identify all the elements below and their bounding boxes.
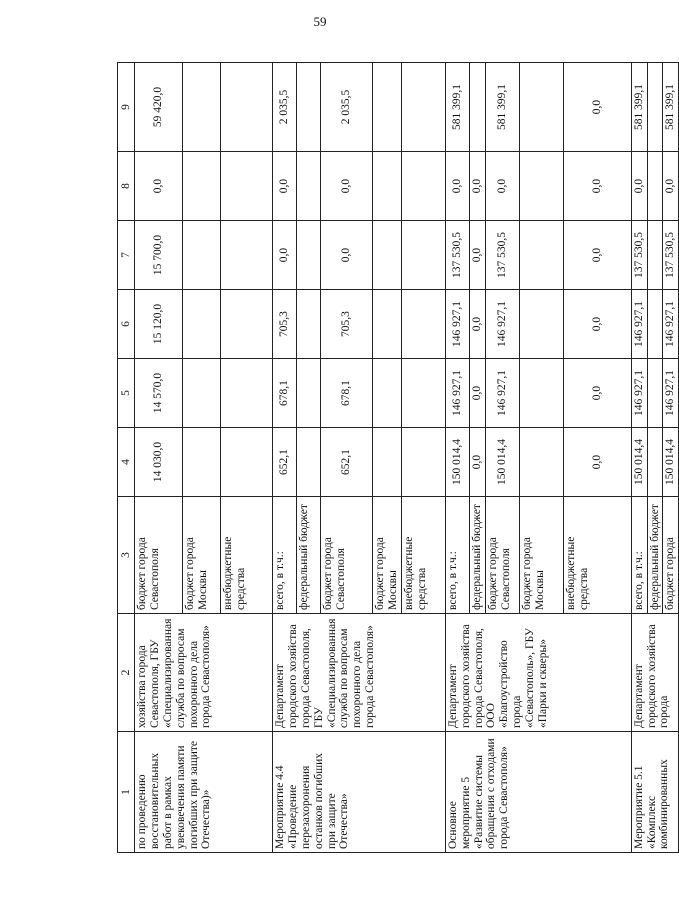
value-cell-v9 [183,63,221,152]
value-cell-v7: 137 530,5 [485,221,519,290]
value-cell-v8 [297,152,321,221]
value-cell-v5 [221,359,273,428]
value-cell-v5: 0,0 [563,359,631,428]
value-cell-v9: 581 399,1 [485,63,519,152]
table-row [135,63,183,853]
value-cell-v9 [519,63,563,152]
value-cell-v5: 678,1 [321,359,373,428]
value-cell-v4: 14 030,0 [135,428,183,497]
value-cell-v4 [297,428,321,497]
value-cell-v6: 0,0 [563,290,631,359]
col-header: 7 [118,221,135,290]
header-row [118,63,135,853]
value-cell-v9 [469,63,485,152]
value-cell-v8: 0,0 [563,152,631,221]
value-cell-v8: 0,0 [135,152,183,221]
value-cell-v5 [373,359,402,428]
activity-name-cell: Мероприятие 5.1 «Комплекс комбинированных [631,732,679,853]
col-header: 3 [118,497,135,614]
funding-source-cell: внебюджетные средства [401,497,445,614]
value-cell-v5: 146 927,1 [445,359,469,428]
value-cell-v8: 0,0 [485,152,519,221]
value-cell-v5 [183,359,221,428]
value-cell-v4: 150 014,4 [663,428,679,497]
value-cell-v6: 146 927,1 [663,290,679,359]
value-cell-v4 [221,428,273,497]
funding-source-cell: федеральный бюджет [469,497,485,614]
value-cell-v9: 2 035,5 [273,63,297,152]
value-cell-v5 [519,359,563,428]
budget-table [117,62,679,853]
value-cell-v9 [401,63,445,152]
executor-cell: хозяйства города Севастополя, ГБУ «Специализированная служба по вопросам похоронного дела города Севастополя» [135,614,273,732]
value-cell-v7: 137 530,5 [445,221,469,290]
value-cell-v7 [647,221,663,290]
value-cell-v5 [297,359,321,428]
value-cell-v4: 0,0 [563,428,631,497]
funding-source-cell: федеральный бюджет [297,497,321,614]
value-cell-v6 [373,290,402,359]
value-cell-v4: 150 014,4 [485,428,519,497]
value-cell-v7 [297,221,321,290]
executor-cell: Департамент городского хозяйства города [631,614,679,732]
value-cell-v6 [183,290,221,359]
table-body [135,63,679,853]
value-cell-v9: 581 399,1 [663,63,679,152]
funding-source-cell: бюджет города Москвы [183,497,221,614]
value-cell-v9 [647,63,663,152]
value-cell-v6: 146 927,1 [445,290,469,359]
value-cell-v6 [297,290,321,359]
value-cell-v7 [183,221,221,290]
value-cell-v8 [373,152,402,221]
value-cell-v8: 0,0 [273,152,297,221]
value-cell-v9 [221,63,273,152]
value-cell-v7 [401,221,445,290]
value-cell-v6: 0,0 [469,290,485,359]
value-cell-v8: 0,0 [631,152,647,221]
value-cell-v7: 0,0 [321,221,373,290]
funding-source-cell: внебюджетные средства [563,497,631,614]
value-cell-v5: 146 927,1 [663,359,679,428]
value-cell-v9: 2 035,5 [321,63,373,152]
value-cell-v4: 652,1 [321,428,373,497]
value-cell-v4: 0,0 [469,428,485,497]
page-number: 59 [313,14,327,29]
value-cell-v5: 146 927,1 [485,359,519,428]
table-row [631,63,647,853]
table-row [273,63,297,853]
value-cell-v6: 15 120,0 [135,290,183,359]
value-cell-v5: 14 570,0 [135,359,183,428]
value-cell-v4: 652,1 [273,428,297,497]
executor-cell: Департамент городского хозяйства города Севастополя, ГБУ «Специализированная служба по вопросам похоронного дела города Севастополя» [273,614,446,732]
value-cell-v4 [401,428,445,497]
value-cell-v7: 15 700,0 [135,221,183,290]
value-cell-v6 [647,290,663,359]
value-cell-v7: 0,0 [563,221,631,290]
funding-source-cell: бюджет города Москвы [519,497,563,614]
rotated-table-container [117,63,677,853]
funding-source-cell: бюджет города Севастополя [485,497,519,614]
value-cell-v4 [519,428,563,497]
value-cell-v4: 150 014,4 [445,428,469,497]
value-cell-v6: 146 927,1 [485,290,519,359]
value-cell-v8 [519,152,563,221]
executor-cell: Департамент городского хозяйства города Севастополя, ООО «Благоустройство города «Севастополь», ГБУ «Парки и скверы» [445,614,631,732]
value-cell-v6 [401,290,445,359]
value-cell-v8 [183,152,221,221]
value-cell-v6 [221,290,273,359]
value-cell-v8 [401,152,445,221]
value-cell-v8: 0,0 [321,152,373,221]
value-cell-v8: 0,0 [445,152,469,221]
funding-source-cell: федеральный бюджет [647,497,663,614]
col-header: 4 [118,428,135,497]
col-header: 8 [118,152,135,221]
funding-source-cell: всего, в т.ч.: [273,497,297,614]
value-cell-v9: 0,0 [563,63,631,152]
value-cell-v8: 0,0 [469,152,485,221]
funding-source-cell: внебюджетные средства [221,497,273,614]
value-cell-v9: 59 420,0 [135,63,183,152]
value-cell-v5: 146 927,1 [631,359,647,428]
value-cell-v9: 581 399,1 [445,63,469,152]
value-cell-v7 [373,221,402,290]
col-header: 9 [118,63,135,152]
table-row [445,63,469,853]
activity-name-cell: по проведению восстановительных работ в рамках увековечения памяти погибших при защите Отечества)» [135,732,273,853]
col-header: 5 [118,359,135,428]
value-cell-v6 [519,290,563,359]
value-cell-v9 [373,63,402,152]
col-header: 6 [118,290,135,359]
value-cell-v5 [401,359,445,428]
funding-source-cell: бюджет города Севастополя [135,497,183,614]
value-cell-v8 [221,152,273,221]
value-cell-v9: 581 399,1 [631,63,647,152]
value-cell-v4 [647,428,663,497]
funding-source-cell: бюджет города Севастополя [321,497,373,614]
value-cell-v5: 0,0 [469,359,485,428]
value-cell-v4 [183,428,221,497]
value-cell-v8: 0,0 [663,152,679,221]
funding-source-cell: всего, в т.ч.: [445,497,469,614]
activity-name-cell: Основное мероприятие 5 «Развитие системы обращения с отходами города Севастополя» [445,732,631,853]
value-cell-v4: 150 014,4 [631,428,647,497]
value-cell-v9 [297,63,321,152]
value-cell-v6: 705,3 [273,290,297,359]
value-cell-v7: 137 530,5 [631,221,647,290]
value-cell-v6: 146 927,1 [631,290,647,359]
value-cell-v4 [373,428,402,497]
value-cell-v6: 705,3 [321,290,373,359]
value-cell-v7 [519,221,563,290]
col-header: 2 [118,614,135,732]
activity-name-cell: Мероприятие 4.4 «Проведение перезахоронения останков погибших при защите Отечества» [273,732,446,853]
value-cell-v8 [647,152,663,221]
value-cell-v7: 137 530,5 [663,221,679,290]
col-header: 1 [118,732,135,853]
funding-source-cell: всего, в т.ч.: [631,497,647,614]
value-cell-v7 [221,221,273,290]
value-cell-v5 [647,359,663,428]
funding-source-cell: бюджет города Москвы [373,497,402,614]
value-cell-v7: 0,0 [273,221,297,290]
funding-source-cell: бюджет города [663,497,679,614]
value-cell-v5: 678,1 [273,359,297,428]
value-cell-v7: 0,0 [469,221,485,290]
